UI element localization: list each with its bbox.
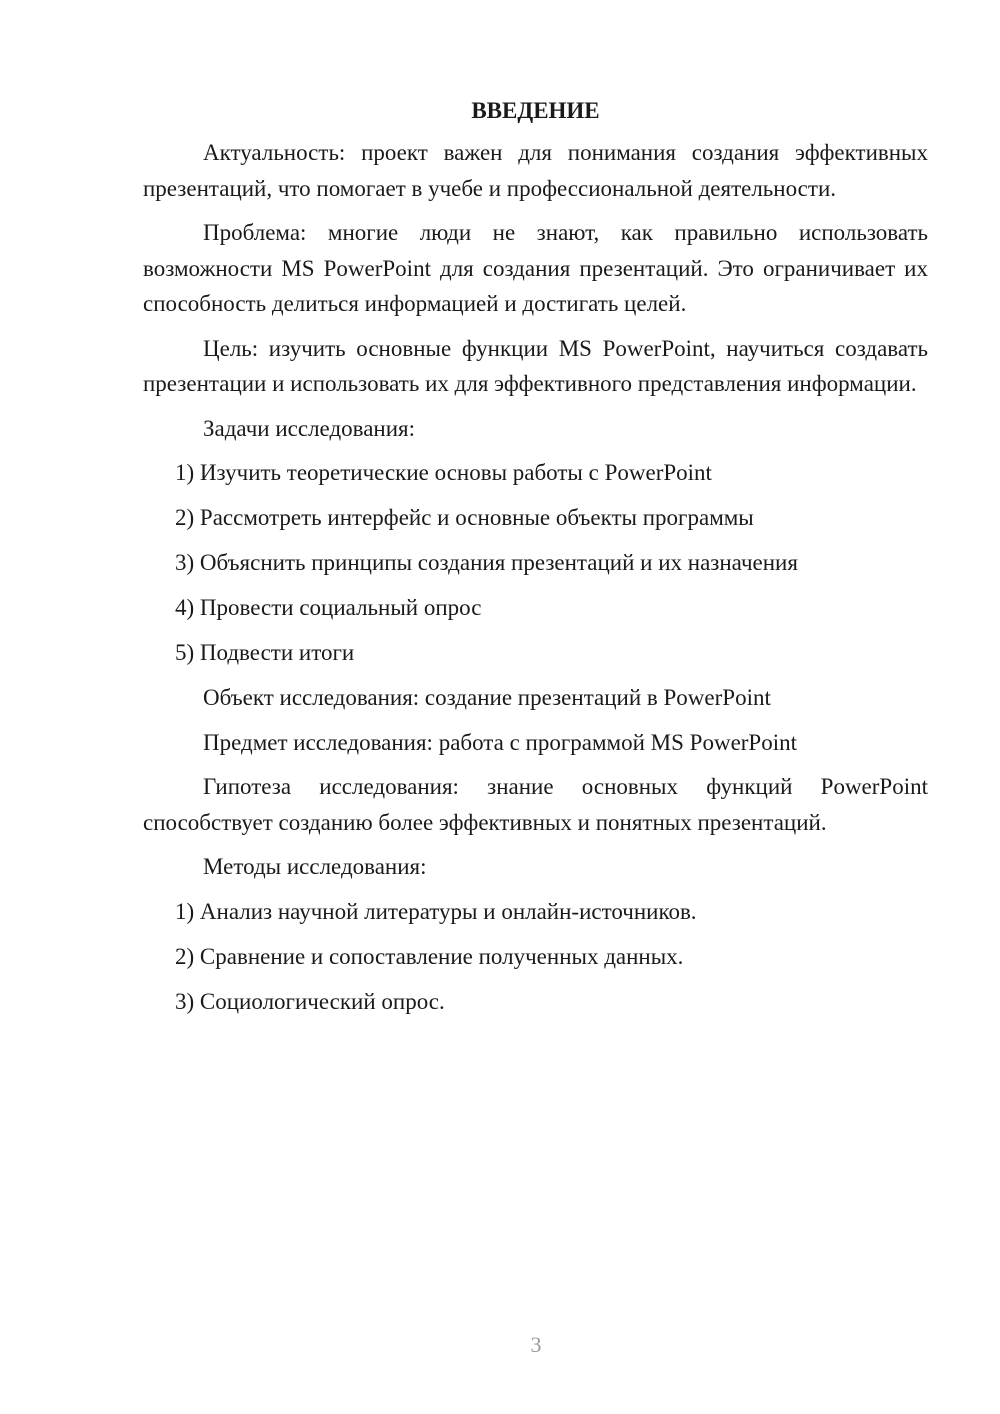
task-item: 4) Провести социальный опрос xyxy=(175,595,482,620)
methods-heading: Методы исследования: xyxy=(203,854,427,879)
goal-paragraph: Цель: изучить основные функции MS PowerPoint, научиться создавать презентации и использовать их для эффективного представления информации. xyxy=(143,335,928,396)
methods-list xyxy=(143,894,928,1020)
page-title: ВВЕДЕНИЕ xyxy=(471,98,600,123)
method-item: 3) Социологический опрос. xyxy=(175,988,445,1014)
subject-paragraph: Предмет исследования: работа с программой MS PowerPoint xyxy=(203,729,798,755)
hypothesis-paragraph: Гипотеза исследования: знание основных функций PowerPoint способствует созданию более эффективных и понятных презентаций. xyxy=(143,774,928,835)
relevance-paragraph: Актуальность: проект важен для понимания создания эффективных презентаций, что помогает в учебе и профессиональной деятельности. xyxy=(143,140,928,201)
problem-paragraph: Проблема: многие люди не знают, как правильно использовать возможности MS PowerPoint для создания презентаций. Это ограничивает их способность делиться информацией и достигать целей. xyxy=(143,220,928,316)
object-paragraph: Объект исследования: создание презентаций в PowerPoint xyxy=(203,685,771,710)
task-item: 3) Объяснить принципы создания презентаций и их назначения xyxy=(175,550,798,575)
task-item: 5) Подвести итоги xyxy=(175,640,355,665)
tasks-heading: Задачи исследования: xyxy=(203,415,416,441)
page-content xyxy=(143,94,928,1029)
task-item: 2) Рассмотреть интерфейс и основные объекты программы xyxy=(175,505,754,530)
task-item: 1) Изучить теоретические основы работы с PowerPoint xyxy=(175,460,712,485)
method-item: 2) Сравнение и сопоставление полученных данных. xyxy=(175,943,684,969)
page-number: 3 xyxy=(530,1332,542,1357)
tasks-list xyxy=(143,455,928,671)
method-item: 1) Анализ научной литературы и онлайн-источников. xyxy=(175,898,697,924)
